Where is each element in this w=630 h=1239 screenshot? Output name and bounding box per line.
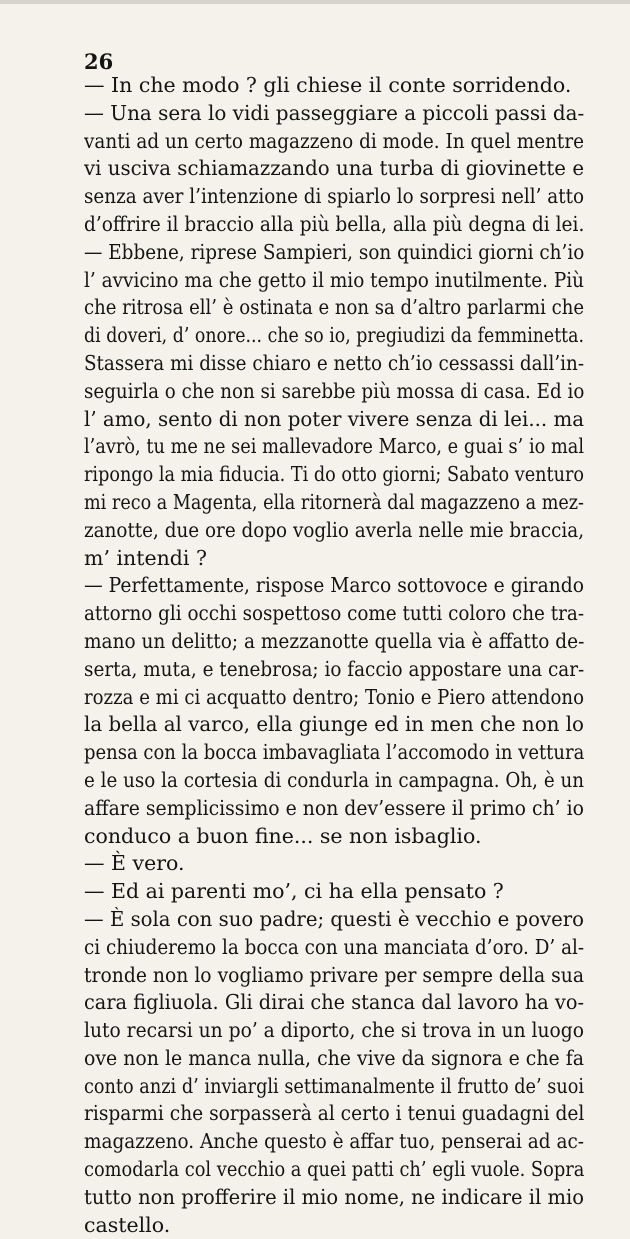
text-line: mi reco a Magenta, ella ritornerà dal magazzeno a mez-	[84, 489, 584, 514]
text-line: d’offrire il braccio alla più bella, alla più degna di lei.	[84, 211, 585, 236]
text-line: vanti ad un certo magazzeno di mode. In quel mentre	[84, 128, 585, 153]
text-line: affare semplicissimo e non dev’essere il primo ch’ io	[84, 795, 584, 820]
page-number: 26	[84, 49, 114, 74]
text-line: la bella al varco, ella giunge ed in men che non lo	[84, 712, 584, 737]
text-line: — È vero.	[84, 851, 185, 876]
text-line: che ritrosa ell’ è ostinata e non sa d’altro parlarmi che	[84, 295, 585, 320]
text-line: magazzeno. Anche questo è affar tuo, penserai ad ac-	[84, 1129, 585, 1154]
body-text	[84, 72, 584, 1239]
text-line: tutto non profferire il mio nome, ne indicare il mio	[84, 1184, 585, 1209]
text-line: pensa con la bocca imbavagliata l’accomodo in vettura	[84, 740, 585, 765]
text-line: e le uso la cortesia di condurla in campagna. Oh, è un	[84, 767, 585, 792]
text-line: ci chiuderemo la bocca con una manciata d’oro. D’ al-	[84, 934, 585, 959]
text-line: di doveri, d’ onore... che so io, pregiudizi da femminetta.	[84, 323, 584, 348]
text-line: Stassera mi disse chiaro e netto ch’io cessassi dall’in-	[84, 350, 585, 375]
text-line: zanotte, due ore dopo voglio averla nelle mie braccia,	[84, 517, 585, 542]
text-line: — Ed ai parenti mo’, ci ha ella pensato ?	[84, 879, 504, 904]
text-line: tronde non lo vogliamo privare per sempre della sua	[84, 962, 585, 987]
text-line: risparmi che sorpasserà al certo i tenui guadagni del	[84, 1101, 584, 1126]
text-line: senza aver l’intenzione di spiarlo lo sorpresi nell’ atto	[84, 184, 585, 209]
text-line: — Perfettamente, rispose Marco sottovoce e girando	[84, 573, 584, 598]
text-line: luto recarsi un po’ a diporto, che si trova in un luogo	[84, 1018, 584, 1043]
text-line: cara figliuola. Gli dirai che stanca dal lavoro ha vo-	[84, 990, 584, 1015]
text-line: conto anzi d’ inviargli settimanalmente il frutto de’ suoi	[84, 1073, 585, 1098]
text-line: m’ intendi ?	[84, 545, 207, 570]
text-line: — Ebbene, riprese Sampieri, son quindici giorni ch’io	[84, 239, 585, 264]
text-line: comodarla col vecchio a quei patti ch’ egli vuole. Sopra	[84, 1157, 585, 1182]
text-line: attorno gli occhi sospettoso come tutti coloro che tra-	[84, 601, 585, 626]
text-line: serta, muta, e tenebrosa; io faccio appostare una car-	[84, 656, 585, 681]
text-line: l’ amo, sento di non poter vivere senza di lei... ma	[84, 406, 585, 431]
text-line: conduco a buon fine... se non isbaglio.	[84, 823, 482, 848]
text-line: — Una sera lo vidi passeggiare a piccoli passi da-	[84, 100, 585, 125]
text-line: castello.	[84, 1212, 171, 1237]
text-line: ove non le manca nulla, che vive da signora e che fa	[84, 1045, 584, 1070]
text-line: ripongo la mia fiducia. Ti do otto giorni; Sabato venturo	[84, 462, 585, 487]
text-line: seguirla o che non si sarebbe più mossa di casa. Ed io	[84, 378, 585, 403]
text-line: mano un delitto; a mezzanotte quella via è affatto de-	[84, 628, 584, 653]
text-line: l’avrò, tu me ne sei mallevadore Marco, e guai s’ io mal	[84, 434, 585, 459]
text-line: — In che modo ? gli chiese il conte sorridendo.	[84, 73, 572, 97]
text-line: l’ avvicino ma che getto il mio tempo inutilmente. Più	[84, 267, 585, 292]
text-line: — È sola con suo padre; questi è vecchio e povero	[84, 906, 585, 931]
page-top-edge	[0, 0, 630, 4]
text-line: vi usciva schiamazzando una turba di giovinette e	[84, 156, 585, 181]
text-line: rozza e mi ci acquatto dentro; Tonio e Piero attendono	[84, 684, 585, 709]
